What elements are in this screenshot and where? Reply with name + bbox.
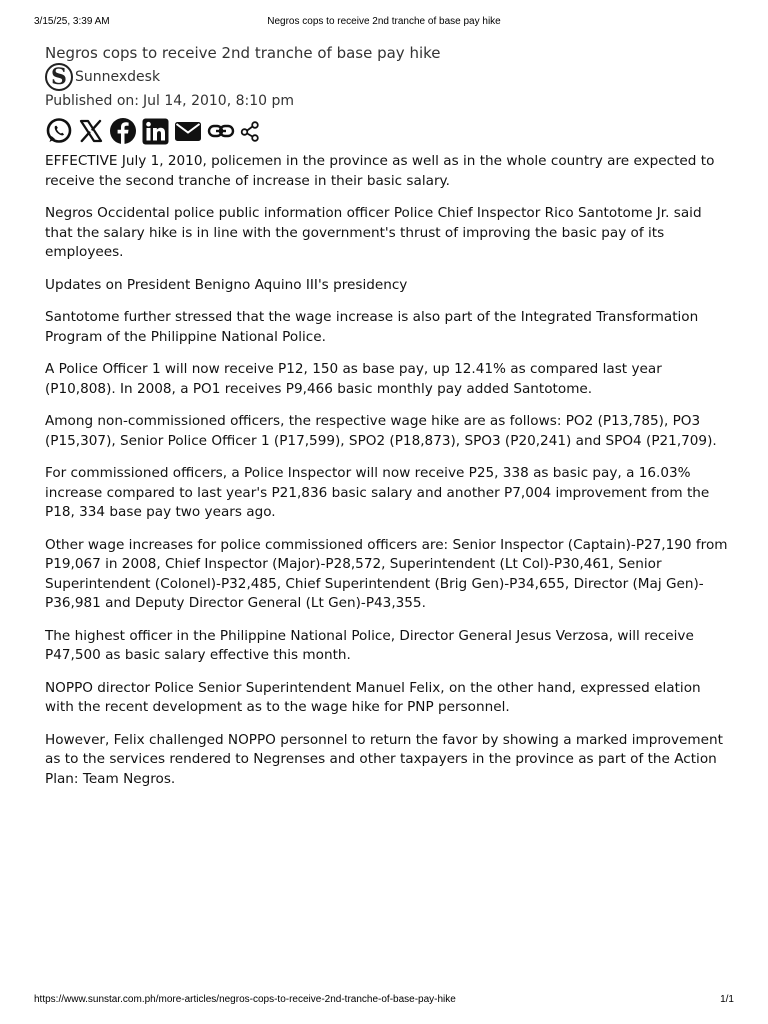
published-date [45,90,730,112]
x-icon[interactable] [78,118,104,144]
published-value: Jul 14, 2010, 8:10 pm [143,93,295,109]
article-paragraph: Other wage increases for police commissioned officers are: Senior Inspector (Captain)-P27,190 from P19,067 in 2008, Chief Inspector (Major)-P28,572, Superintendent (Lt Col)-P30,461, Senior Superintendent (Colonel)-P32,485, Chief Superintendent (Brig Gen)-P34,655, Director (Maj Gen)-P36,981 and Deputy Director General (Lt Gen)-P43,355. [45,536,728,611]
share-icon[interactable] [240,120,260,142]
email-icon[interactable] [174,119,202,143]
article-body [45,152,730,789]
link-icon[interactable] [207,119,235,143]
facebook-icon[interactable] [109,117,137,145]
article-paragraph: For commissioned officers, a Police Inspector will now receive P25, 338 as basic pay, a 16.03% increase compared to last year's P21,836 basic salary and another P7,004 improvement from the P18, 334 base pay two years ago. [45,465,710,520]
article-paragraph: However, Felix challenged NOPPO personnel to return the favor by showing a marked improvement as to the services rendered to Negrenses and other taxpayers in the province as part of the Action Plan: Team Negros. [45,731,723,787]
article-paragraph: Santotome further stressed that the wage increase is also part of the Integrated Transformation Program of the Philippine National Police. [45,309,699,345]
print-footer [34,994,734,1008]
article-paragraph: The highest officer in the Philippine National Police, Director General Jesus Verzosa, will receive P47,500 as basic salary effective this month. [45,627,694,663]
print-date: 3/15/25, 3:39 AM [34,16,110,27]
article-paragraph: Negros Occidental police public information officer Police Chief Inspector Rico Santotome Jr. said that the salary hike is in line with the government's thrust of improving the basic pay of its employees. [45,205,702,260]
article-paragraph: Among non-commissioned officers, the respective wage hike are as follows: PO2 (P13,785), PO3 (P15,307), Senior Police Officer 1 (P17,599), SPO2 (P18,873), SPO3 (P20,241) and SPO4 (P21,709). [45,413,717,449]
article-paragraph: EFFECTIVE July 1, 2010, policemen in the province as well as in the whole country are expected to receive the second tranche of increase in their basic salary. [45,153,715,189]
linkedin-icon[interactable] [142,118,169,145]
author-link[interactable]: Sunnexdesk [75,69,161,85]
article-paragraph: NOPPO director Police Senior Superintendent Manuel Felix, on the other hand, expressed elation with the recent development as to the wage hike for PNP personnel. [45,679,701,715]
article [45,42,730,802]
related-link[interactable]: Updates on President Benigno Aquino III's presidency [45,276,408,293]
published-label: Published on: [45,93,140,109]
page-url: https://www.sunstar.com.ph/more-articles/negros-cops-to-receive-2nd-tranche-of-base-pay-hike [34,994,456,1005]
print-header [34,16,734,30]
author-row [45,64,730,90]
article-headline: Negros cops to receive 2nd tranche of base pay hike [45,44,441,62]
page-number: 1/1 [720,994,734,1005]
author-logo: S [45,63,73,91]
article-paragraph: A Police Officer 1 will now receive P12, 150 as base pay, up 12.41% as compared last year (P10,808). In 2008, a PO1 receives P9,466 basic monthly pay added Santotome. [45,361,662,397]
share-bar [45,116,730,146]
whatsapp-icon[interactable] [45,117,73,145]
print-document-title: Negros cops to receive 2nd tranche of base pay hike [267,16,501,27]
